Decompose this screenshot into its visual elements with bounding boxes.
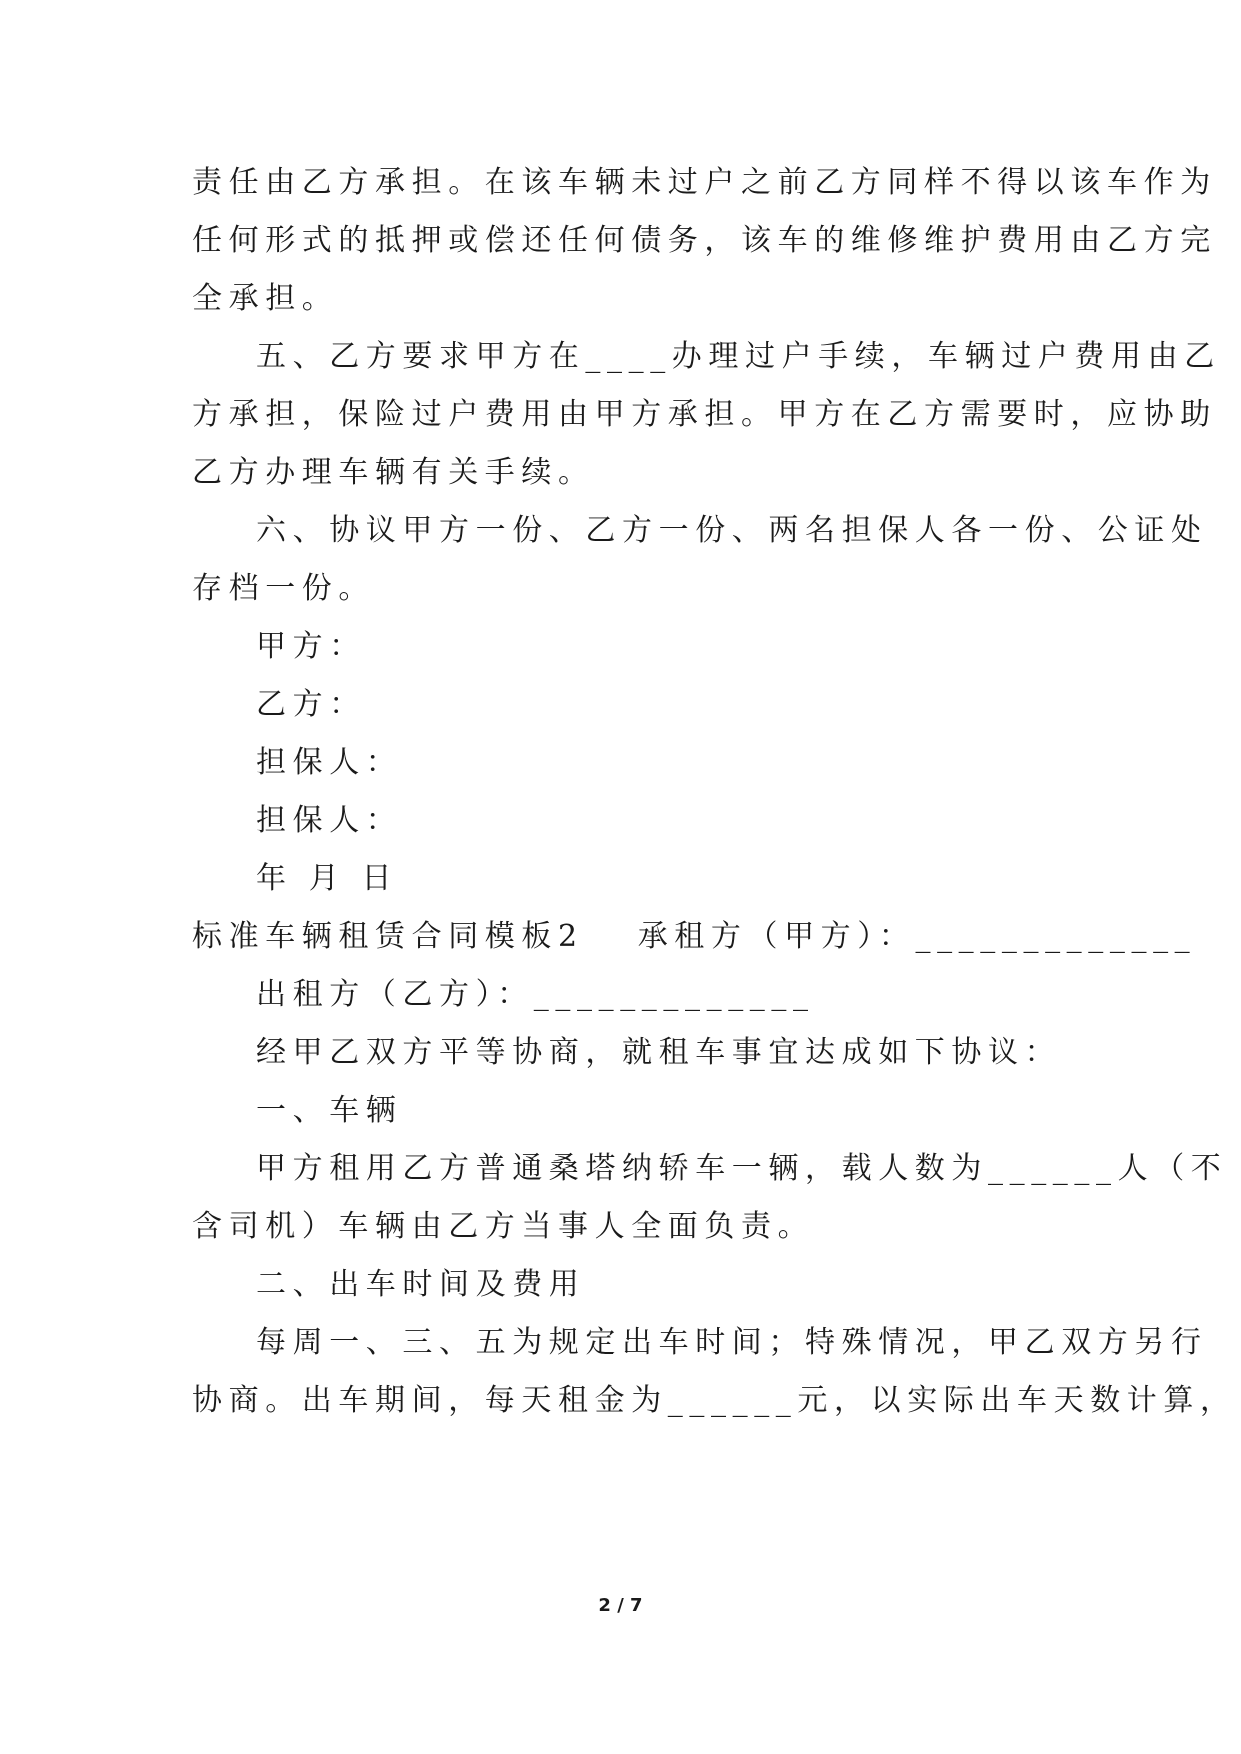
section-title-line (192, 917, 1196, 957)
signature-guarantor: 担保人： (256, 803, 403, 838)
body-line: 全承担。 (192, 281, 339, 316)
body-line: 方承担，保险过户费用由甲方承担。甲方在乙方需要时，应协助 (192, 397, 1217, 432)
body-line: 经甲乙双方平等协商，就租车事宜达成如下协议： (256, 1035, 1062, 1070)
signature-party-a: 甲方： (256, 629, 366, 664)
body-line: 含司机）车辆由乙方当事人全面负责。 (192, 1209, 815, 1244)
body-line: 责任由乙方承担。在该车辆未过户之前乙方同样不得以该车作为 (192, 165, 1217, 200)
body-line: 协商。出车期间，每天租金为______元，以实际出车天数计算， (192, 1383, 1237, 1418)
body-line: 任何形式的抵押或偿还任何债务，该车的维修维护费用由乙方完 (192, 223, 1217, 258)
clause-five-line: 五、乙方要求甲方在____办理过户手续，车辆过户费用由乙 (256, 339, 1221, 374)
body-line: 乙方办理车辆有关手续。 (192, 455, 595, 490)
lessee-line: 承租方（甲方）：_____________ (637, 919, 1197, 954)
body-line: 每周一、三、五为规定出车时间；特殊情况，甲乙双方另行 (256, 1325, 1208, 1360)
page-number: 2 / 7 (598, 1595, 643, 1616)
body-line: 存档一份。 (192, 571, 375, 606)
body-line: 甲方租用乙方普通桑塔纳轿车一辆，载人数为______人（不 (256, 1151, 1228, 1186)
section-title: 标准车辆租赁合同模板2 (192, 919, 584, 954)
signature-party-b: 乙方： (256, 687, 366, 722)
signature-guarantor: 担保人： (256, 745, 403, 780)
clause-heading: 一、车辆 (256, 1093, 403, 1128)
lessor-line: 出租方（乙方）：_____________ (256, 977, 815, 1012)
clause-six-line: 六、协议甲方一份、乙方一份、两名担保人各一份、公证处 (256, 513, 1208, 548)
clause-heading: 二、出车时间及费用 (256, 1267, 586, 1302)
signature-date: 年 月 日 (256, 861, 399, 896)
